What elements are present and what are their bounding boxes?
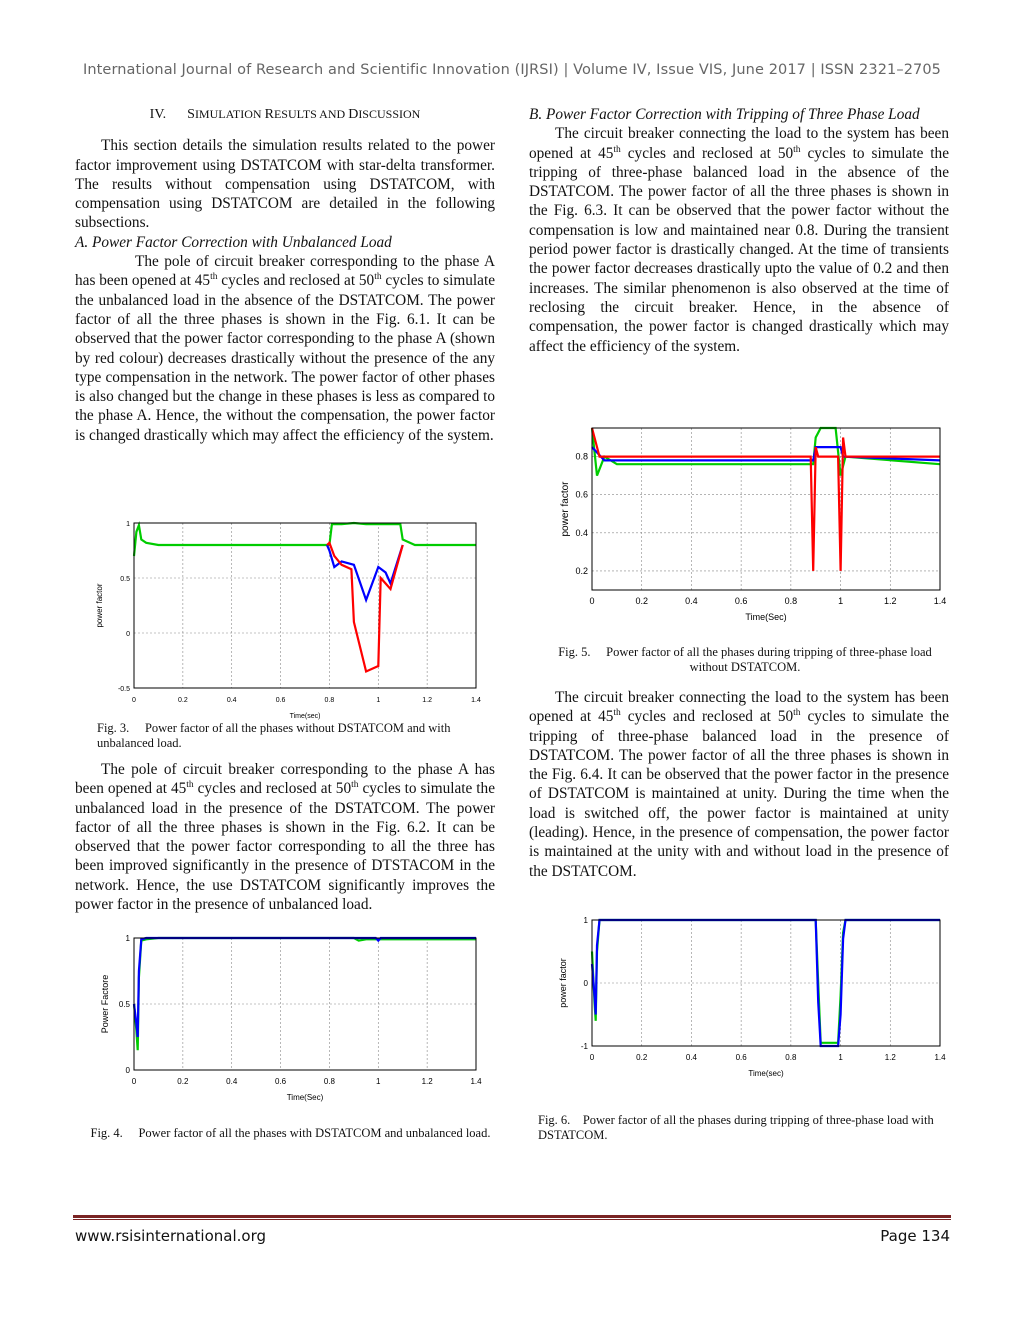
x-tick-label: 0.2 bbox=[635, 596, 648, 606]
x-tick-label: 1 bbox=[376, 1077, 381, 1086]
x-tick-label: 0.8 bbox=[785, 1053, 797, 1062]
x-tick-label: 0.8 bbox=[784, 596, 798, 606]
x-tick-label: 1.2 bbox=[884, 596, 897, 606]
x-tick-label: 1.4 bbox=[470, 1077, 482, 1086]
right-column-lower bbox=[529, 688, 949, 881]
x-axis-label: Time(sec) bbox=[748, 1069, 784, 1078]
x-tick-label: 0 bbox=[131, 1077, 137, 1086]
right-column bbox=[529, 105, 949, 356]
y-axis-label: Power Factore bbox=[100, 974, 110, 1034]
footer-page-number: Page 134 bbox=[880, 1227, 950, 1245]
x-tick-label: 0.4 bbox=[685, 596, 698, 606]
left-column-lower bbox=[75, 760, 495, 914]
series-line-0 bbox=[134, 523, 476, 556]
y-tick-label: 1 bbox=[125, 934, 130, 943]
x-tick-label: 0.4 bbox=[226, 697, 237, 704]
y-tick-label: 0.4 bbox=[575, 527, 588, 538]
y-tick-label: 0.2 bbox=[575, 565, 588, 576]
x-axis-label: Time(sec) bbox=[289, 713, 321, 720]
x-tick-label: 0.6 bbox=[275, 1077, 287, 1086]
figure-6-caption: Fig. 6. Power factor of all the phases during tripping of three-phase load with DSTATCOM. bbox=[538, 1113, 934, 1142]
x-tick-label: 0.4 bbox=[685, 1053, 697, 1062]
figure-5-caption: Fig. 5. Power factor of all the phases during tripping of three-phase load without DSTATCOM. bbox=[558, 645, 932, 674]
series-line-0 bbox=[592, 920, 940, 1043]
fig3-plot bbox=[90, 515, 490, 720]
x-tick-label: 1.4 bbox=[933, 596, 947, 606]
y-tick-label: 0.8 bbox=[575, 451, 588, 462]
x-tick-label: 0.6 bbox=[735, 1053, 747, 1062]
x-tick-label: 0.4 bbox=[226, 1077, 238, 1086]
x-tick-label: 1.4 bbox=[471, 697, 481, 704]
fig6-plot bbox=[548, 912, 948, 1102]
paragraph-a1: The pole of circuit breaker corresponding to the phase A has been opened at 45th cycles and reclosed at 50th cycles to simulate the unbalanced load in the absence of the DSTATCOM. The power factor of all the three phases is shown in the Fig. 6.1. It can be observed that the power factor corresponding to the phase A (shown by red colour) decreases drastically without the presence of the any type compensation in the network. The power factor of other phases is also changed but the change in these phases is less as compared to the phase A. Hence, the without the compensation, the power factor is changed drastically which may affect the efficiency of the system. bbox=[75, 253, 496, 444]
y-tick-label: 1 bbox=[126, 521, 130, 528]
y-axis-label: power factor bbox=[558, 958, 568, 1008]
x-tick-label: 1 bbox=[838, 596, 844, 606]
y-tick-label: 0 bbox=[583, 979, 588, 988]
paragraph-a2: The pole of circuit breaker corresponding to the phase A has been opened at 45th cycles and reclosed at 50th cycles to simulate the unbalanced load in the presence of the DSTATCOM. The power factor of all the three phases is shown in the Fig. 6.2. It can be observed that the power factor corresponding to all the three has been improved significantly in the presence of DTSTACOM in the network. Hence, the use DSTATCOM significantly improves the power factor in the presence of unbalanced load. bbox=[75, 761, 495, 914]
x-tick-label: 1.2 bbox=[422, 697, 433, 704]
series-line-1 bbox=[592, 447, 940, 460]
footer-rule-thin bbox=[73, 1219, 951, 1220]
series-line-0 bbox=[134, 938, 476, 1050]
y-tick-label: 0 bbox=[125, 1066, 130, 1075]
x-tick-label: 0.6 bbox=[275, 697, 286, 704]
y-tick-label: 0.5 bbox=[120, 576, 130, 583]
y-axis-label: power factor bbox=[95, 583, 104, 628]
x-tick-label: 0.2 bbox=[177, 1077, 189, 1086]
x-tick-label: 0 bbox=[132, 697, 136, 704]
footer-rule bbox=[73, 1215, 951, 1218]
left-column bbox=[75, 105, 495, 445]
fig5-plot bbox=[548, 420, 948, 642]
figure-4-chart bbox=[90, 928, 490, 1118]
x-tick-label: 1.4 bbox=[934, 1053, 946, 1062]
paragraph-b1: The circuit breaker connecting the load to the system has been opened at 45th cycles and reclosed at 50th cycles to simulate the tripping of three-phase balanced load in the absence of the DSTATCOM. The power factor of all the three phases is shown in the Fig. 6.3. It can be observed that the power factor without the compensation is low and maintained near 0.8. During the transient period power factor is drastically changed. At the time of transients the power factor decreases drastically upto the value of 0.2 and then increases. The similar phenomenon is also observed at the time of reclosing the circuit breaker. Hence, in the absence of compensation, the power factor is changed drastically which may affect the efficiency of the system. bbox=[529, 125, 949, 355]
figure-6-chart bbox=[548, 912, 948, 1102]
x-tick-label: 0.2 bbox=[177, 697, 188, 704]
series-line-2 bbox=[327, 543, 403, 672]
y-tick-label: -0.5 bbox=[117, 686, 130, 693]
x-tick-label: 1.2 bbox=[884, 1053, 896, 1062]
x-axis-label: Time(Sec) bbox=[286, 1093, 324, 1102]
subsection-a-heading: A. Power Factor Correction with Unbalanced Load bbox=[75, 233, 392, 251]
fig4-plot bbox=[90, 928, 490, 1118]
running-header: International Journal of Research and Scientific Innovation (IJRSI) | Volume IV, Issue VIS, June 2017 | ISSN 2321–2705 bbox=[82, 62, 941, 78]
y-tick-label: 0.6 bbox=[575, 489, 588, 500]
x-tick-label: 0 bbox=[589, 596, 595, 606]
paragraph-b2: The circuit breaker connecting the load to the system has been opened at 45th cycles and reclosed at 50th cycles to simulate the tripping of three-phase balanced load in the presence of DSTATCOM. The power factor of all the three phases is shown in the Fig. 6.4. It can be observed that the power factor in the presence of DSTATCOM is maintained at unity. During the time when the load is switched off, the power factor is maintained at unity (leading). Hence, in the presence of compensation, the power factor is maintained at the unity with and without load in the presence of the DSTATCOM. bbox=[529, 689, 949, 880]
x-tick-label: 0.6 bbox=[734, 596, 748, 606]
x-axis-label: Time(Sec) bbox=[745, 612, 787, 622]
y-tick-label: 0.5 bbox=[118, 1000, 130, 1009]
x-tick-label: 0.2 bbox=[636, 1053, 648, 1062]
x-tick-label: 0 bbox=[589, 1053, 595, 1062]
figure-3-chart bbox=[90, 515, 490, 720]
y-tick-label: -1 bbox=[580, 1042, 588, 1051]
y-axis-label: power factor bbox=[560, 481, 571, 537]
subsection-b-heading: B. Power Factor Correction with Tripping of Three Phase Load bbox=[529, 106, 920, 123]
section-heading: IV. SIMULATION RESULTS AND DISCUSSION bbox=[149, 107, 421, 122]
x-tick-label: 0.8 bbox=[324, 697, 335, 704]
plot-frame bbox=[592, 428, 940, 590]
series-line-0 bbox=[592, 428, 940, 476]
x-tick-label: 0.8 bbox=[323, 1077, 335, 1086]
series-line-1 bbox=[134, 938, 476, 1037]
figure-4-caption: Fig. 4. Power factor of all the phases with DSTATCOM and unbalanced load. bbox=[90, 1126, 491, 1140]
y-tick-label: 0 bbox=[126, 631, 130, 638]
plot-frame bbox=[134, 523, 476, 688]
plot-frame bbox=[134, 938, 476, 1070]
footer-url: www.rsisinternational.org bbox=[75, 1227, 267, 1245]
x-tick-label: 1.2 bbox=[421, 1077, 433, 1086]
intro-paragraph: This section details the simulation results related to the power factor improvement using DSTATCOM with star-delta transformer. The results without compensation using DSTATCOM, with compensation using DSTATCOM are detailed in the following subsections. bbox=[75, 137, 495, 232]
figure-5-chart bbox=[548, 420, 948, 642]
x-tick-label: 1 bbox=[376, 697, 381, 704]
series-line-1 bbox=[327, 545, 403, 600]
y-tick-label: 1 bbox=[583, 916, 588, 925]
figure-3-caption: Fig. 3. Power factor of all the phases without DSTATCOM and with unbalanced load. bbox=[97, 721, 451, 750]
series-line-2 bbox=[592, 428, 940, 571]
x-tick-label: 1 bbox=[838, 1053, 843, 1062]
